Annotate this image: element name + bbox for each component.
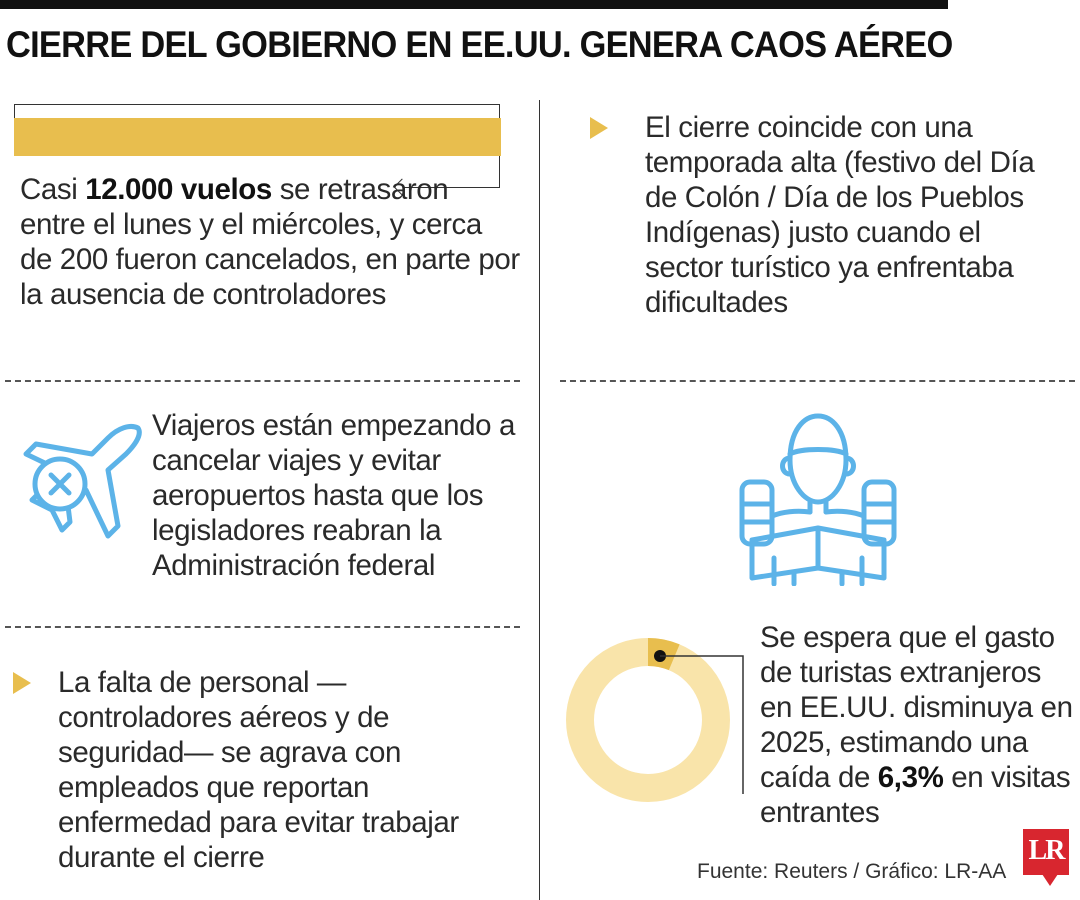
spending-highlight: 6,3% <box>877 761 944 794</box>
season-text: El cierre coincide con una temporada alta (festivo del Día de Colón / Día de los Pueblos Indígenas) justo cuando el sector turístico ya enfrentaba dificultades <box>645 111 1035 319</box>
cancelled-plane-icon <box>14 422 144 554</box>
travelers-text: Viajeros están empezando a cancelar viajes y evitar aeropuertos hasta que los legisladores reabran la Administración federal <box>152 409 515 582</box>
tourist-backpack-icon <box>734 408 902 586</box>
lr-logo-text: LR <box>1028 835 1064 866</box>
flights-text <box>20 172 520 312</box>
spending-text-pre: Se espera que el gasto de turistas extranjeros en EE.UU. disminuya en 2025, estimando una caída de <box>760 621 1073 794</box>
lr-logo-tail <box>1042 874 1058 886</box>
dashed-divider <box>5 380 520 382</box>
highlight-bar <box>14 118 501 156</box>
bracket-line <box>14 104 500 118</box>
flights-text-post: se retrasaron entre el lunes y el miércoles, y cerca de 200 fueron cancelados, en parte por la ausencia de controladores <box>20 173 520 311</box>
bullet-triangle-icon <box>13 672 31 694</box>
spending-text <box>760 620 1080 830</box>
flights-text-pre: Casi <box>20 173 86 206</box>
source-credit: Fuente: Reuters / Gráfico: LR-AA <box>697 860 1007 883</box>
dashed-divider <box>560 380 1075 382</box>
bullet-triangle-icon <box>590 117 608 139</box>
leader-line <box>650 646 750 796</box>
column-divider <box>539 100 540 900</box>
page-title: CIERRE DEL GOBIERNO EN EE.UU. GENERA CAOS AÉREO <box>6 24 953 65</box>
top-rule <box>0 0 948 9</box>
staff-text: La falta de personal —controladores aéreos y de seguridad— se agrava con empleados que reportan enfermedad para evitar trabajar durante el cierre <box>58 666 459 874</box>
spending-text-post: en visitas entrantes <box>760 761 1071 829</box>
flights-highlight: 12.000 vuelos <box>85 173 272 206</box>
dashed-divider <box>5 626 520 628</box>
